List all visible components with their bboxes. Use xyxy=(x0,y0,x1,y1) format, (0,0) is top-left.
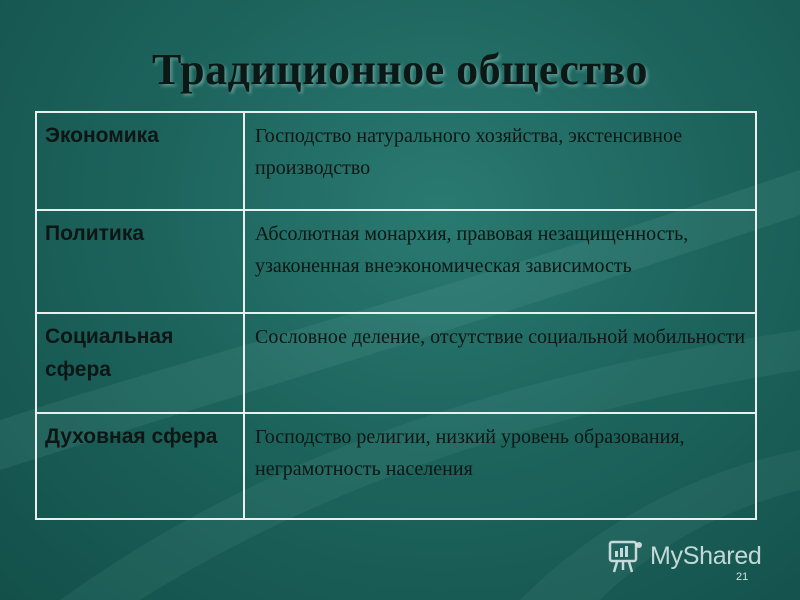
row-text: Абсолютная монархия, правовая незащищенность, узаконенная внеэкономическая зависимость xyxy=(244,210,756,313)
row-text: Господство религии, низкий уровень образования, неграмотность населения xyxy=(244,413,756,519)
page-number: 21 xyxy=(736,571,749,583)
slide-title: Традиционное общество xyxy=(151,45,648,94)
row-label: Духовная сфера xyxy=(36,413,244,519)
table-row xyxy=(36,413,756,519)
table-row xyxy=(36,313,756,413)
presentation-board-icon xyxy=(606,536,646,576)
brand-name: MyShared xyxy=(650,541,762,570)
info-table xyxy=(35,111,757,520)
row-label: Политика xyxy=(36,210,244,313)
row-text: Господство натурального хозяйства, экстенсивное производство xyxy=(244,112,756,210)
row-text: Сословное деление, отсутствие социальной мобильности xyxy=(244,313,756,413)
row-label: Экономика xyxy=(36,112,244,210)
table-row xyxy=(36,112,756,210)
row-label: Социальная сфера xyxy=(36,313,244,413)
table-row xyxy=(36,210,756,313)
myshared-watermark[interactable] xyxy=(606,536,762,576)
